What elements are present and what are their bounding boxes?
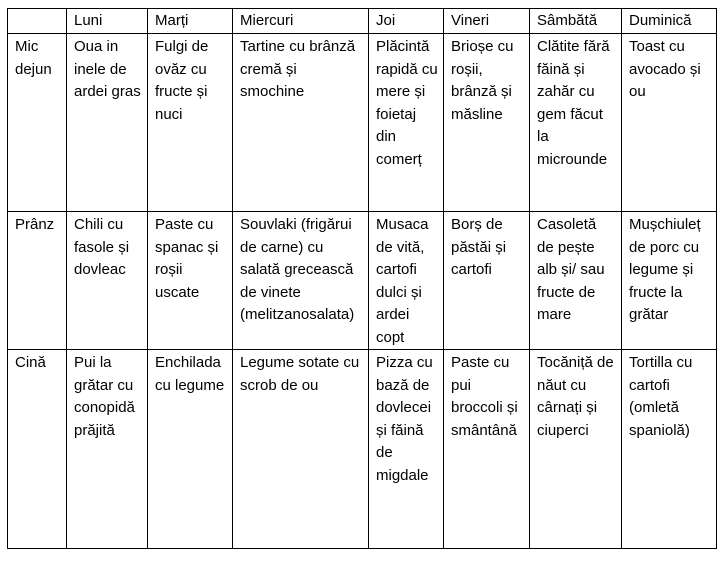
table-cell: Mușchiuleț de porc cu legume și fructe la grătar [622, 212, 717, 350]
table-cell: Souvlaki (frigărui de carne) cu salată grecească de vinete (melitzanosalata) [233, 212, 369, 350]
header-row [8, 9, 717, 34]
row-label: Cină [8, 350, 67, 549]
table-row-dinner [8, 350, 717, 549]
table-cell: Tocăniță de năut cu cârnați și ciuperci [530, 350, 622, 549]
table-cell: Enchilada cu legume [148, 350, 233, 549]
header-day-monday: Luni [67, 9, 148, 34]
table-cell: Clătite fără făină și zahăr cu gem făcut la microunde [530, 34, 622, 212]
table-cell: Tartine cu brânză cremă și smochine [233, 34, 369, 212]
table-row-breakfast [8, 34, 717, 212]
meal-plan-table [7, 8, 717, 549]
table-cell: Chili cu fasole și dovleac [67, 212, 148, 350]
table-cell: Paste cu pui broccoli și smântână [444, 350, 530, 549]
table-cell: Casoletă de pește alb și/ sau fructe de mare [530, 212, 622, 350]
table-cell: Pizza cu bază de dovlecei și făină de migdale [369, 350, 444, 549]
header-corner-cell [8, 9, 67, 34]
header-day-tuesday: Marți [148, 9, 233, 34]
table-row-lunch [8, 212, 717, 350]
header-day-wednesday: Miercuri [233, 9, 369, 34]
table-cell: Borș de păstăi și cartofi [444, 212, 530, 350]
table-cell: Musaca de vită, cartofi dulci și ardei copt [369, 212, 444, 350]
table-cell: Paste cu spanac și roșii uscate [148, 212, 233, 350]
table-cell: Toast cu avocado și ou [622, 34, 717, 212]
header-day-friday: Vineri [444, 9, 530, 34]
table-cell: Fulgi de ovăz cu fructe și nuci [148, 34, 233, 212]
table-cell: Legume sotate cu scrob de ou [233, 350, 369, 549]
row-label: Prânz [8, 212, 67, 350]
table-cell: Tortilla cu cartofi (omletă spaniolă) [622, 350, 717, 549]
header-day-sunday: Duminică [622, 9, 717, 34]
header-day-thursday: Joi [369, 9, 444, 34]
table-cell: Oua in inele de ardei gras [67, 34, 148, 212]
table-cell: Pui la grătar cu conopidă prăjită [67, 350, 148, 549]
table-cell: Brioșe cu roșii, brânză și măsline [444, 34, 530, 212]
header-day-saturday: Sâmbătă [530, 9, 622, 34]
row-label: Mic dejun [8, 34, 67, 212]
table-cell: Plăcintă rapidă cu mere și foietaj din comerț [369, 34, 444, 212]
